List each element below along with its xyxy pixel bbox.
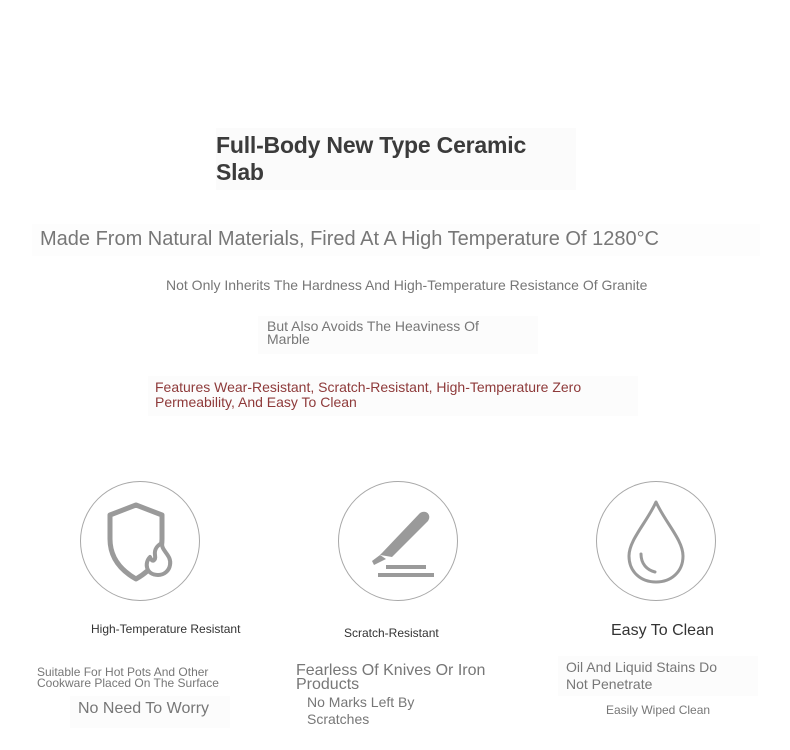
easy-to-clean-label: Easy To Clean (611, 622, 714, 639)
easy-to-clean-icon-circle (596, 481, 716, 601)
marble-description (258, 316, 538, 354)
high-temperature-description-line-1: Suitable For Hot Pots And Other (37, 665, 209, 679)
scratch-resistant-icon-circle (338, 481, 458, 601)
high-temperature-label: High-Temperature Resistant (91, 622, 241, 636)
granite-description: Not Only Inherits The Hardness And High-Temperature Resistance Of Granite (166, 277, 648, 293)
high-temperature-description (37, 667, 257, 689)
shield-fire-icon (100, 499, 180, 583)
material-description: Made From Natural Materials, Fired At A High Temperature Of 1280°C (32, 224, 760, 256)
scratch-resistant-label: Scratch-Resistant (344, 626, 439, 640)
easy-to-clean-description-line-2: Not Penetrate (566, 676, 653, 692)
scratch-resistant-description-line-1: Fearless Of Knives Or Iron (296, 662, 486, 679)
high-temperature-description-line-2: Cookware Placed On The Surface (37, 676, 219, 690)
page-title: Full-Body New Type Ceramic Slab (216, 128, 576, 190)
easy-to-clean-note: Easily Wiped Clean (606, 703, 711, 717)
marble-description-line-1: But Also Avoids The Heaviness Of (267, 318, 479, 334)
easy-to-clean-description-line-1: Oil And Liquid Stains Do (566, 659, 717, 675)
scratch-resistant-note (307, 694, 467, 728)
high-temperature-note: No Need To Worry (70, 696, 230, 728)
scratch-resistant-note-line-1: No Marks Left By (307, 694, 415, 710)
marble-description-line-2: Marble (267, 331, 310, 347)
knife-icon (356, 499, 440, 583)
easy-to-clean-description (558, 656, 758, 696)
scratch-resistant-description (296, 664, 526, 692)
water-drop-icon (621, 496, 691, 586)
scratch-resistant-note-line-2: Scratches (307, 711, 370, 727)
scratch-resistant-description-line-2: Products (296, 676, 360, 693)
features-summary: Features Wear-Resistant, Scratch-Resistant, High-Temperature Zero Permeability, And Easy To Clean (148, 376, 638, 416)
high-temperature-icon-circle (80, 481, 200, 601)
